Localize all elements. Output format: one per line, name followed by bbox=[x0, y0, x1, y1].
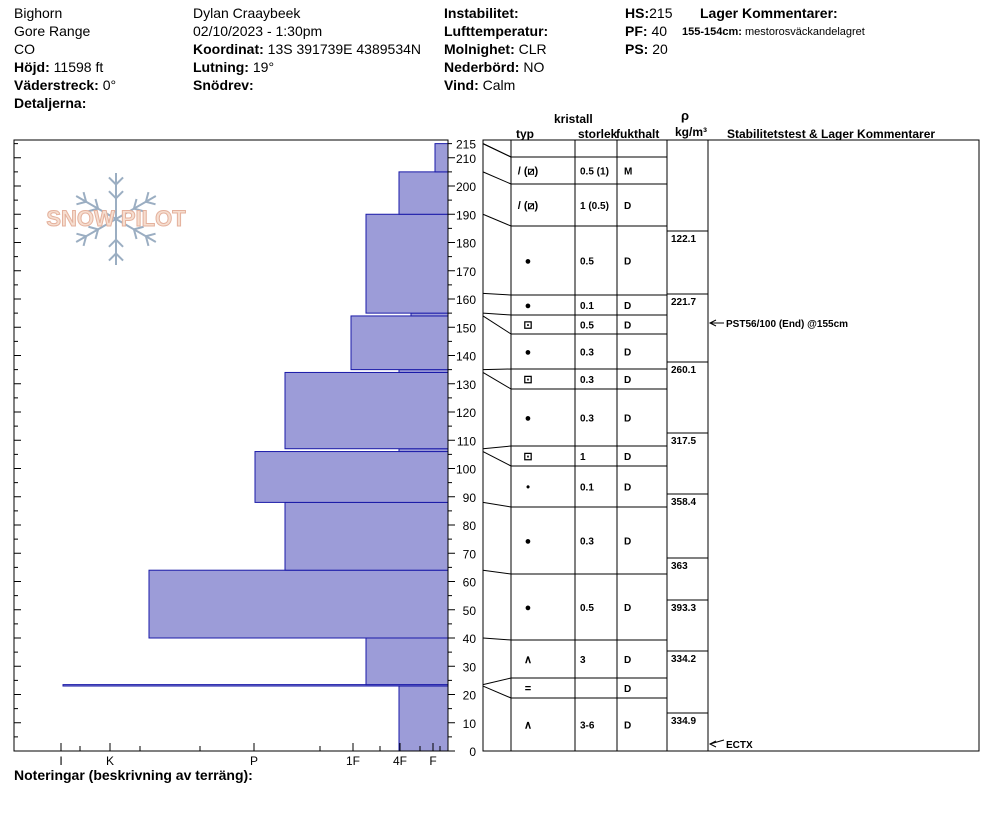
hardness-bar bbox=[351, 316, 448, 370]
layer-type: ● bbox=[524, 535, 532, 548]
layer-connector bbox=[483, 502, 511, 507]
layer-connector bbox=[483, 144, 511, 157]
layer-connector bbox=[483, 638, 511, 640]
y-tick-label: 20 bbox=[462, 688, 476, 703]
crystal-header: kristall bbox=[554, 112, 593, 126]
density-label: 334.9 bbox=[671, 716, 697, 727]
location-name: Bighorn bbox=[14, 5, 63, 21]
layer-moisture: D bbox=[624, 320, 632, 332]
layer-moisture: D bbox=[624, 720, 632, 732]
layer-type: ● bbox=[524, 300, 532, 312]
coord-label: Koordinat: bbox=[193, 41, 264, 57]
x-tick-label: 4F bbox=[392, 754, 408, 768]
layer-moisture: D bbox=[624, 201, 632, 212]
y-tick-label: 200 bbox=[455, 180, 476, 194]
hs-label: HS: bbox=[625, 5, 650, 21]
layer-size: 1 bbox=[580, 452, 586, 463]
x-tick-label: I bbox=[59, 754, 63, 768]
y-tick-label: 170 bbox=[455, 264, 476, 279]
precip-label: Nederbörd: bbox=[444, 59, 520, 75]
y-tick-label: 140 bbox=[455, 349, 476, 364]
density-label: 334.2 bbox=[671, 654, 697, 665]
snowflake-branch bbox=[109, 177, 116, 184]
layer-moisture: M bbox=[624, 166, 633, 178]
ps-label: PS: bbox=[625, 41, 649, 57]
layer-type: ● bbox=[524, 346, 532, 359]
details-label: Detaljerna: bbox=[14, 95, 87, 111]
hardness-bar bbox=[399, 686, 448, 751]
layer-moisture: D bbox=[624, 603, 632, 614]
x-tick-label: K bbox=[105, 754, 115, 768]
layer-connector bbox=[483, 570, 511, 574]
snowflake-branch bbox=[76, 234, 86, 237]
layer-type: ∧ bbox=[523, 719, 533, 732]
snowflake-branch bbox=[116, 177, 123, 184]
snowflake-branch bbox=[116, 191, 123, 198]
layer-connector bbox=[483, 214, 511, 226]
density-label: 358.4 bbox=[671, 497, 697, 508]
layer-type: ● bbox=[524, 412, 532, 425]
layer-connector bbox=[483, 446, 511, 449]
y-tick-label: 180 bbox=[455, 236, 476, 251]
layer-connector bbox=[483, 686, 511, 698]
snowflake-branch bbox=[146, 202, 156, 205]
slope-value: 19° bbox=[252, 59, 275, 75]
layer-type: ⊡ bbox=[523, 319, 533, 332]
layer-size: 0.1 bbox=[580, 482, 594, 494]
airtemp-label: Lufttemperatur: bbox=[444, 23, 549, 39]
pf-label: PF: bbox=[625, 23, 648, 39]
layer-size: 1 (0.5) bbox=[580, 201, 609, 212]
stability-arrow-head bbox=[710, 741, 716, 747]
hardness-bar bbox=[285, 372, 448, 448]
layer-connector bbox=[483, 678, 511, 685]
y-tick-label: 130 bbox=[455, 377, 476, 392]
aspect-label: Väderstreck: bbox=[14, 77, 99, 93]
notes-label: Noteringar (beskrivning av terräng): bbox=[14, 767, 253, 783]
observer-name: Dylan Craaybeek bbox=[193, 5, 301, 21]
y-tick-label: 70 bbox=[462, 547, 476, 562]
snowpilot-logo bbox=[46, 173, 186, 265]
layer-type: = bbox=[524, 683, 532, 695]
y-tick-label: 90 bbox=[462, 490, 476, 505]
ps-value: 20 bbox=[652, 41, 668, 57]
drift-label: Snödrev: bbox=[193, 77, 254, 93]
layer-type: • bbox=[526, 481, 530, 494]
layer-connector bbox=[483, 316, 511, 334]
layer-moisture: D bbox=[624, 452, 632, 463]
instability-label: Instabilitet: bbox=[444, 5, 519, 21]
aspect-value: 0° bbox=[102, 77, 117, 93]
layer-size: 0.5 bbox=[580, 603, 594, 614]
stability-test-label: PST56/100 (End) @155cm bbox=[726, 319, 849, 330]
range-name: Gore Range bbox=[14, 23, 91, 39]
layer-moisture: D bbox=[624, 413, 632, 425]
x-tick-label: 1F bbox=[345, 754, 361, 768]
x-tick-label: F bbox=[429, 754, 437, 768]
snowflake-branch bbox=[76, 202, 86, 205]
density-label: 260.1 bbox=[671, 365, 697, 376]
layer-moisture: D bbox=[624, 482, 632, 494]
layer-moisture: D bbox=[624, 347, 632, 359]
layer-moisture: D bbox=[624, 655, 632, 666]
sky-label: Molnighet: bbox=[444, 41, 515, 57]
layer-moisture: D bbox=[624, 256, 632, 268]
layer-size: 0.5 (1) bbox=[580, 166, 609, 178]
layer-size: 0.3 bbox=[580, 536, 594, 548]
snowflake-branch bbox=[109, 240, 116, 247]
state-name: CO bbox=[14, 41, 35, 57]
pf-value: 40 bbox=[651, 23, 668, 39]
density-unit-header: kg/m³ bbox=[675, 125, 708, 139]
observation-datetime: 02/10/2023 - 1:30pm bbox=[193, 23, 323, 39]
layer-moisture: D bbox=[624, 684, 632, 695]
y-tick-label: 110 bbox=[456, 434, 476, 449]
layer-moisture: D bbox=[624, 301, 632, 312]
layer-type: ● bbox=[524, 602, 532, 614]
slope-label: Lutning: bbox=[193, 59, 249, 75]
layer-type: ⊡ bbox=[523, 374, 533, 386]
y-tick-label: 80 bbox=[462, 519, 476, 533]
logo-text: SNOW PILOT bbox=[46, 206, 186, 231]
y-tick-label: 0 bbox=[469, 745, 476, 759]
layer-connector bbox=[483, 372, 511, 389]
layer-connector bbox=[483, 293, 511, 295]
hs-value: 215 bbox=[649, 5, 673, 21]
y-tick-label: 10 bbox=[462, 716, 476, 731]
moisture-header: fukthalt bbox=[616, 127, 660, 141]
type-header: typ bbox=[516, 127, 534, 141]
y-tick-label: 150 bbox=[455, 321, 476, 336]
elevation-label: Höjd: bbox=[14, 59, 50, 75]
layer-size: 0.5 bbox=[580, 256, 594, 268]
layer-comments-label: Lager Kommentarer: bbox=[700, 5, 838, 21]
layer-size: 0.3 bbox=[580, 347, 594, 359]
y-tick-label: 210 bbox=[455, 151, 476, 166]
y-tick-label: 30 bbox=[462, 660, 476, 675]
layer-table bbox=[483, 140, 979, 751]
snowflake-branch bbox=[116, 240, 123, 247]
layer-size: 3 bbox=[580, 655, 586, 666]
y-tick-label: 60 bbox=[462, 575, 476, 590]
stability-header: Stabilitetstest & Lager Kommentarer bbox=[727, 127, 936, 141]
density-label: 363 bbox=[671, 561, 688, 572]
snowflake-branch bbox=[109, 191, 116, 198]
elevation-value: 11598 ft bbox=[53, 59, 104, 75]
layer-connector bbox=[483, 369, 511, 370]
layer-comment-text: mestorosväckandelagret bbox=[745, 26, 865, 38]
hardness-bar bbox=[399, 172, 448, 214]
layer-connector bbox=[483, 452, 511, 466]
hardness-bar bbox=[149, 570, 448, 638]
layer-connector bbox=[483, 172, 511, 184]
wind-label: Vind: bbox=[444, 77, 479, 93]
snowflake-branch bbox=[116, 254, 123, 261]
y-tick-label: 40 bbox=[462, 632, 476, 646]
hardness-plot bbox=[14, 140, 448, 751]
density-label: 221.7 bbox=[671, 297, 697, 308]
hardness-bar bbox=[435, 144, 448, 172]
layer-size: 0.1 bbox=[580, 301, 594, 312]
layer-comment-range: 155-154cm: bbox=[682, 26, 742, 38]
y-tick-label: 160 bbox=[455, 293, 476, 307]
size-header: storlek bbox=[578, 127, 618, 141]
wind-value: Calm bbox=[482, 77, 516, 93]
layer-connector bbox=[483, 313, 511, 315]
snowflake-branch bbox=[109, 254, 116, 261]
layer-size: 3-6 bbox=[580, 720, 595, 732]
coord-value: 13S 391739E 4389534N bbox=[267, 41, 422, 57]
layer-size: 0.5 bbox=[580, 320, 594, 332]
layer-type: ∧ bbox=[523, 654, 533, 666]
hardness-bar bbox=[255, 452, 448, 503]
x-tick-label: P bbox=[249, 754, 259, 768]
y-tick-label: 50 bbox=[462, 603, 476, 618]
hardness-bar bbox=[285, 502, 448, 570]
layer-type: ● bbox=[524, 255, 532, 268]
precip-value: NO bbox=[523, 59, 545, 75]
density-label: 122.1 bbox=[671, 234, 697, 245]
y-tick-label: 120 bbox=[455, 406, 476, 420]
snowflake-branch bbox=[146, 234, 156, 237]
y-tick-label: 100 bbox=[455, 462, 476, 477]
layer-type: / (⧄) bbox=[517, 165, 539, 178]
hardness-bar bbox=[366, 214, 448, 313]
y-tick-label: 190 bbox=[455, 208, 476, 223]
layer-moisture: D bbox=[624, 536, 632, 548]
layer-size: 0.3 bbox=[580, 375, 594, 386]
hardness-bar bbox=[366, 638, 448, 685]
layer-moisture: D bbox=[624, 375, 632, 386]
stability-test-label: ECTX bbox=[726, 740, 753, 751]
y-tick-label: 215 bbox=[455, 137, 476, 152]
layer-size: 0.3 bbox=[580, 413, 594, 425]
sky-value: CLR bbox=[518, 41, 547, 57]
density-label: 317.5 bbox=[671, 436, 697, 447]
rho-header: ρ bbox=[681, 108, 690, 123]
density-label: 393.3 bbox=[671, 603, 697, 614]
layer-type: ⊡ bbox=[523, 451, 533, 463]
layer-type: / (⧄) bbox=[517, 200, 539, 212]
